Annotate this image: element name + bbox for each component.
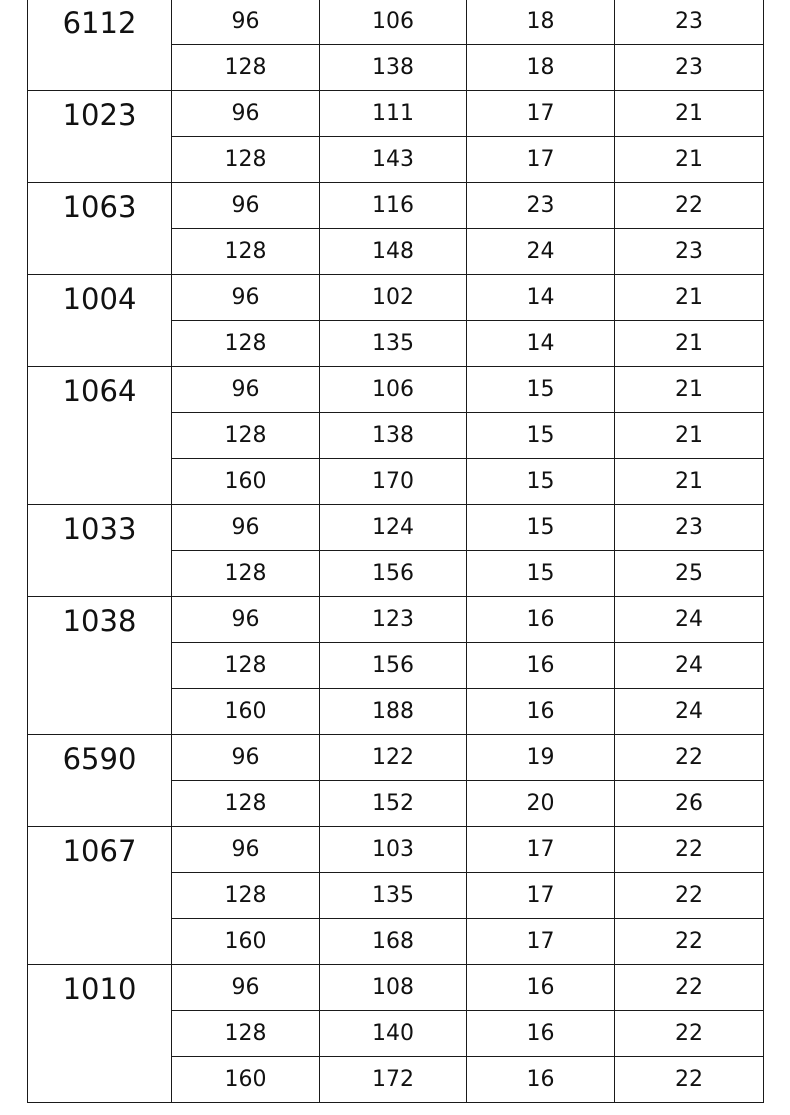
value-cell-col1: 96: [172, 367, 320, 413]
value-cell-col2: 122: [320, 735, 467, 781]
value-cell-col1: 96: [172, 505, 320, 551]
value-cell-col2: 124: [320, 505, 467, 551]
value-cell-col3: 19: [467, 735, 615, 781]
value-cell-col4: 26: [615, 781, 764, 827]
value-cell-col3: 14: [467, 275, 615, 321]
value-cell-col4: 21: [615, 413, 764, 459]
value-cell-col4: 22: [615, 735, 764, 781]
value-cell-col3: 16: [467, 1011, 615, 1057]
value-cell-col3: 23: [467, 183, 615, 229]
value-cell-col2: 152: [320, 781, 467, 827]
value-cell-col2: 102: [320, 275, 467, 321]
value-cell-col2: 148: [320, 229, 467, 275]
model-number-cell: 6590: [28, 735, 172, 827]
value-cell-col3: 16: [467, 689, 615, 735]
value-cell-col1: 128: [172, 45, 320, 91]
value-cell-col2: 135: [320, 321, 467, 367]
value-cell-col3: 17: [467, 873, 615, 919]
value-cell-col4: 23: [615, 0, 764, 45]
value-cell-col1: 128: [172, 643, 320, 689]
value-cell-col2: 106: [320, 367, 467, 413]
value-cell-col4: 22: [615, 873, 764, 919]
value-cell-col4: 21: [615, 321, 764, 367]
value-cell-col1: 160: [172, 1057, 320, 1103]
table-row: [28, 367, 764, 413]
value-cell-col4: 24: [615, 689, 764, 735]
value-cell-col4: 24: [615, 643, 764, 689]
value-cell-col1: 96: [172, 275, 320, 321]
value-cell-col3: 17: [467, 827, 615, 873]
model-number-cell: 1023: [28, 91, 172, 183]
table-row: [28, 505, 764, 551]
value-cell-col2: 108: [320, 965, 467, 1011]
value-cell-col1: 96: [172, 183, 320, 229]
value-cell-col4: 25: [615, 551, 764, 597]
value-cell-col4: 21: [615, 275, 764, 321]
value-cell-col2: 156: [320, 643, 467, 689]
value-cell-col1: 96: [172, 965, 320, 1011]
value-cell-col4: 21: [615, 367, 764, 413]
value-cell-col3: 17: [467, 137, 615, 183]
spec-table-container: [27, 0, 763, 1103]
value-cell-col3: 15: [467, 505, 615, 551]
value-cell-col4: 21: [615, 91, 764, 137]
value-cell-col1: 128: [172, 1011, 320, 1057]
model-number-cell: 1038: [28, 597, 172, 735]
value-cell-col2: 123: [320, 597, 467, 643]
value-cell-col4: 22: [615, 919, 764, 965]
value-cell-col3: 20: [467, 781, 615, 827]
value-cell-col4: 22: [615, 1057, 764, 1103]
value-cell-col2: 156: [320, 551, 467, 597]
value-cell-col4: 24: [615, 597, 764, 643]
spec-table: [27, 0, 764, 1103]
value-cell-col4: 22: [615, 1011, 764, 1057]
value-cell-col3: 15: [467, 551, 615, 597]
value-cell-col3: 17: [467, 919, 615, 965]
value-cell-col2: 116: [320, 183, 467, 229]
value-cell-col3: 15: [467, 459, 615, 505]
value-cell-col2: 103: [320, 827, 467, 873]
value-cell-col1: 96: [172, 91, 320, 137]
value-cell-col2: 140: [320, 1011, 467, 1057]
value-cell-col4: 23: [615, 45, 764, 91]
value-cell-col2: 143: [320, 137, 467, 183]
value-cell-col3: 15: [467, 413, 615, 459]
table-row: [28, 183, 764, 229]
value-cell-col3: 17: [467, 91, 615, 137]
value-cell-col1: 128: [172, 137, 320, 183]
value-cell-col3: 16: [467, 597, 615, 643]
value-cell-col3: 15: [467, 367, 615, 413]
value-cell-col1: 160: [172, 689, 320, 735]
value-cell-col4: 21: [615, 137, 764, 183]
value-cell-col3: 18: [467, 45, 615, 91]
value-cell-col4: 23: [615, 229, 764, 275]
value-cell-col1: 128: [172, 551, 320, 597]
value-cell-col1: 96: [172, 597, 320, 643]
table-row: [28, 91, 764, 137]
value-cell-col1: 160: [172, 459, 320, 505]
value-cell-col1: 96: [172, 827, 320, 873]
value-cell-col4: 23: [615, 505, 764, 551]
model-number-cell: 6112: [28, 0, 172, 91]
value-cell-col2: 168: [320, 919, 467, 965]
value-cell-col4: 22: [615, 827, 764, 873]
spec-table-body: [28, 0, 764, 1103]
model-number-cell: 1063: [28, 183, 172, 275]
table-row: [28, 0, 764, 45]
model-number-cell: 1067: [28, 827, 172, 965]
value-cell-col3: 14: [467, 321, 615, 367]
value-cell-col4: 22: [615, 183, 764, 229]
value-cell-col1: 160: [172, 919, 320, 965]
value-cell-col1: 128: [172, 873, 320, 919]
model-number-cell: 1033: [28, 505, 172, 597]
value-cell-col1: 128: [172, 321, 320, 367]
value-cell-col3: 16: [467, 643, 615, 689]
value-cell-col1: 128: [172, 413, 320, 459]
model-number-cell: 1010: [28, 965, 172, 1103]
table-row: [28, 735, 764, 781]
table-row: [28, 827, 764, 873]
table-row: [28, 275, 764, 321]
value-cell-col1: 96: [172, 0, 320, 45]
value-cell-col4: 21: [615, 459, 764, 505]
value-cell-col2: 188: [320, 689, 467, 735]
value-cell-col1: 128: [172, 781, 320, 827]
value-cell-col1: 128: [172, 229, 320, 275]
value-cell-col3: 16: [467, 965, 615, 1011]
value-cell-col1: 96: [172, 735, 320, 781]
value-cell-col3: 18: [467, 0, 615, 45]
table-row: [28, 597, 764, 643]
value-cell-col3: 24: [467, 229, 615, 275]
value-cell-col3: 16: [467, 1057, 615, 1103]
value-cell-col2: 138: [320, 45, 467, 91]
value-cell-col2: 106: [320, 0, 467, 45]
model-number-cell: 1004: [28, 275, 172, 367]
value-cell-col2: 170: [320, 459, 467, 505]
value-cell-col2: 138: [320, 413, 467, 459]
value-cell-col4: 22: [615, 965, 764, 1011]
value-cell-col2: 111: [320, 91, 467, 137]
table-row: [28, 965, 764, 1011]
model-number-cell: 1064: [28, 367, 172, 505]
value-cell-col2: 135: [320, 873, 467, 919]
value-cell-col2: 172: [320, 1057, 467, 1103]
